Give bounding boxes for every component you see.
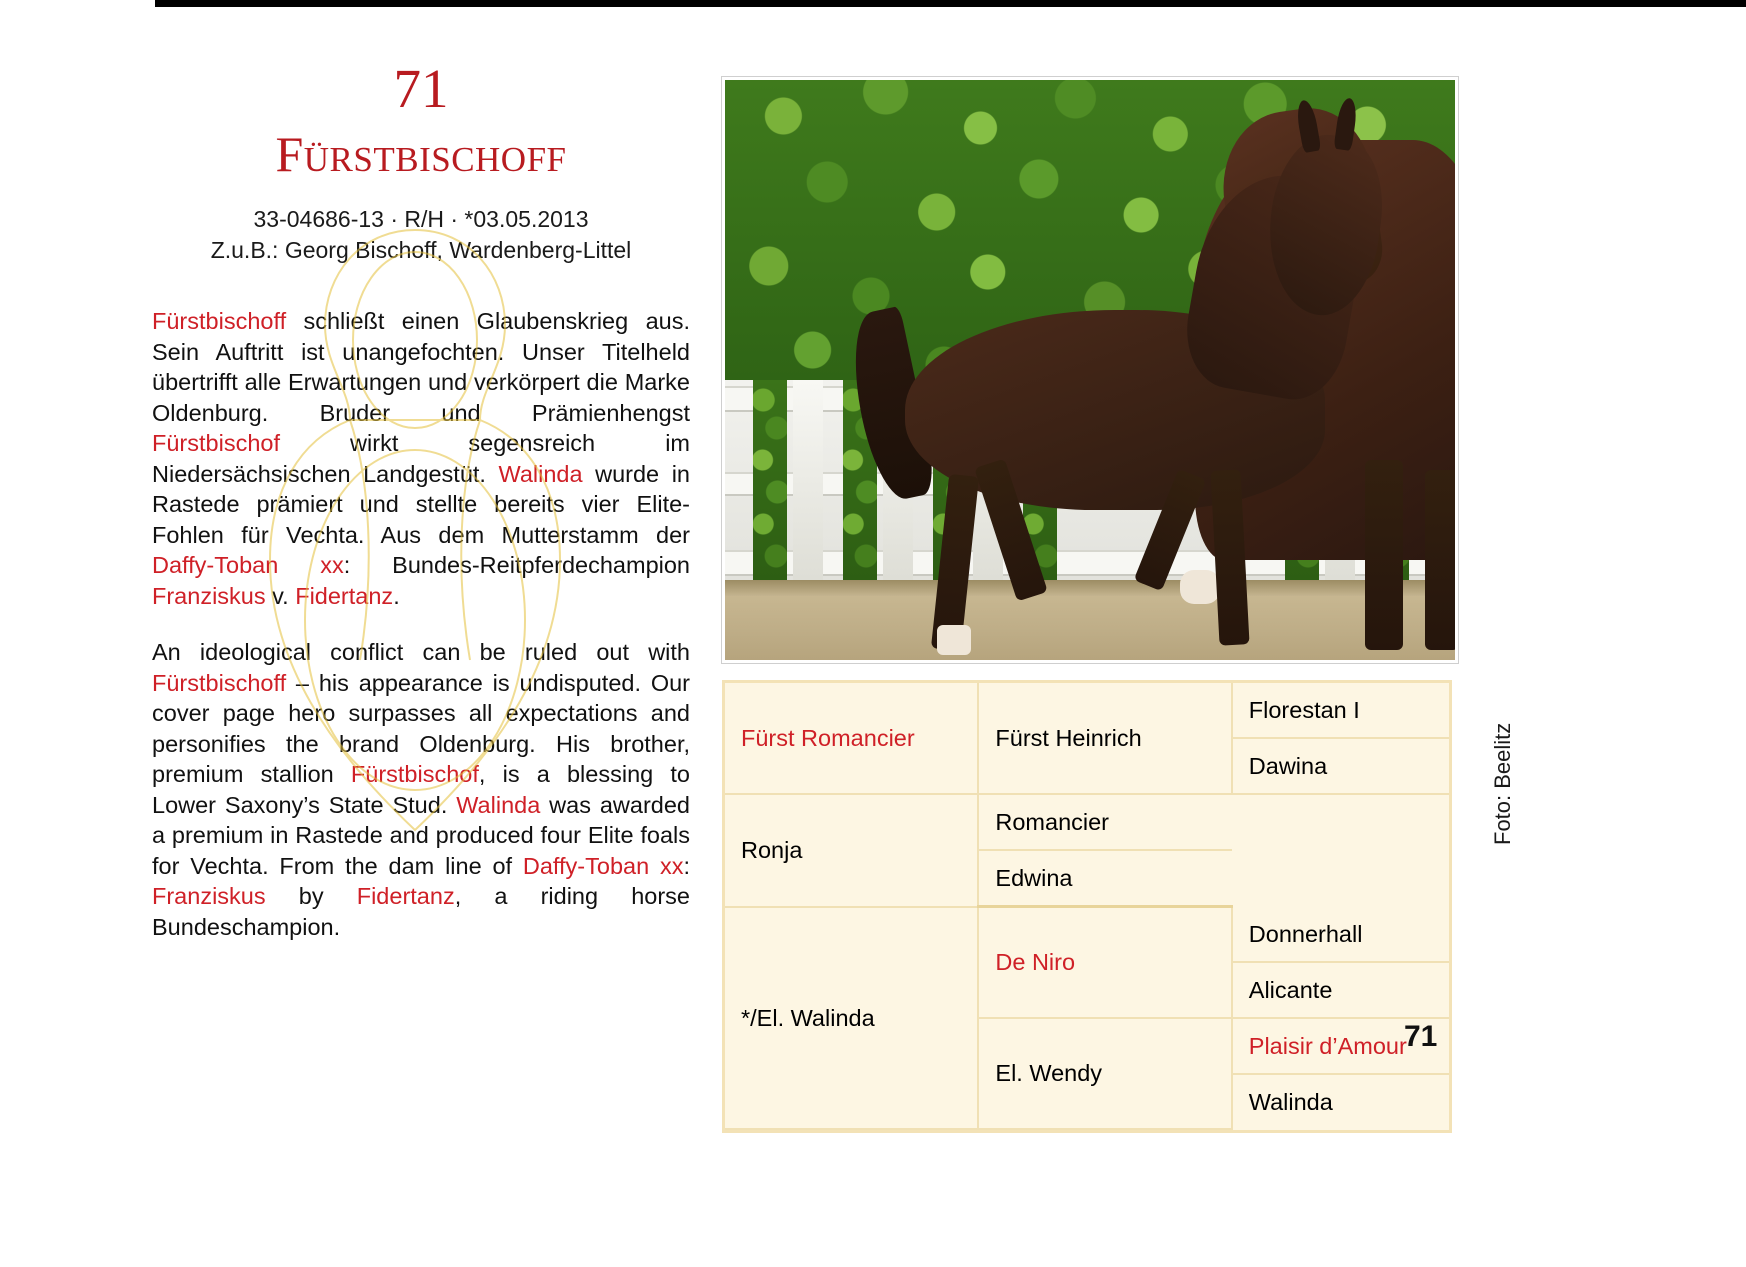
en-seg8: Daffy-Toban xx: [522, 852, 684, 879]
de-seg10: v.: [265, 582, 296, 609]
de-seg7: Daffy-Toban xx: [152, 552, 344, 578]
pedigree-dam-sire-sire: Donnerhall: [1232, 907, 1449, 962]
table-row: [725, 683, 1449, 738]
mare-leg: [1365, 460, 1403, 650]
pedigree-dam: */El. Walinda: [725, 907, 978, 1129]
pedigree-dam-dam-dam: Walinda: [1248, 1088, 1333, 1115]
de-seg8: : Bundes-Reitpferdechampion: [343, 552, 690, 578]
de-seg3: Fürstbischof: [152, 430, 280, 456]
identification-block: [152, 204, 690, 266]
breeder-line: Z.u.B.: Georg Bischoff, Wardenberg-Littel: [210, 237, 632, 263]
de-seg12: .: [393, 582, 400, 609]
page-number: 71: [1404, 1020, 1438, 1053]
en-seg3: – his appearance is undisputed. Our cover page hero surpasses all expectations and personifies the brand Oldenburg. His brother, premium stallion: [152, 669, 690, 787]
en-seg9: :: [683, 852, 690, 879]
en-seg2: Fürstbischoff: [152, 669, 287, 696]
en-seg5: , is a blessing to Lower Saxony’s State Stud.: [152, 761, 690, 818]
en-seg10: Franziskus: [152, 883, 266, 909]
pedigree-sire-sire: Fürst Heinrich: [978, 683, 1231, 794]
pedigree-sire-dam: Ronja: [725, 794, 978, 907]
mare-leg: [1425, 470, 1458, 650]
left-text-column: [152, 60, 690, 966]
pedigree-dam-dam: El. Wendy: [978, 1018, 1231, 1129]
de-seg6: wurde in Rastede prämiert und stellte bereits vier Elite-Fohlen für Vechta. Aus dem Mutterstamm der: [152, 460, 690, 548]
de-seg9: Franziskus: [152, 582, 266, 609]
pedigree-sire-dam-sire: Romancier: [978, 794, 1231, 850]
hedge-strip: [753, 380, 787, 580]
en-seg13: , a riding horse Bundeschampion.: [152, 883, 690, 940]
photo-scene: [725, 80, 1455, 660]
de-seg5: Walinda: [498, 460, 583, 487]
identification-line: 33-04686-13 · R/H · *03.05.2013: [253, 206, 589, 232]
foal-photograph: [722, 77, 1458, 663]
description-german: [152, 306, 690, 611]
de-seg11: Fidertanz: [295, 582, 394, 609]
de-seg2: schließt einen Glaubenskrieg aus. Sein Auftritt ist unangefochten. Unser Titelheld übertrifft alle Erwartungen und verkörpert die Marke Oldenburg. Bruder und Prämienhengst: [152, 308, 690, 426]
en-seg1: An ideological conflict can be ruled out with: [152, 639, 690, 665]
catalog-number: 71: [393, 58, 449, 119]
pedigree-sire-sire-sire: Florestan I: [1232, 683, 1449, 738]
foal-sock: [1180, 570, 1220, 604]
photo-credit: Foto: Beelitz: [1490, 722, 1515, 845]
en-seg11: by: [265, 883, 357, 909]
top-rule: [155, 0, 1746, 7]
horse-name-heading: Fürstbischoff: [275, 126, 567, 182]
table-row: [725, 907, 1449, 962]
de-seg4: wirkt segensreich im Niedersächsischen Landgestüt.: [152, 430, 690, 487]
de-seg1: Fürstbischoff: [152, 308, 287, 334]
en-seg7: was awarded a premium in Rastede and produced four Elite foals for Vechta. From the dam line of: [152, 791, 690, 879]
fence-post: [793, 380, 823, 580]
table-row: [725, 794, 1449, 850]
pedigree-dam-sire: De Niro: [978, 907, 1231, 1018]
en-seg6: Walinda: [456, 791, 541, 818]
description-english: [152, 637, 690, 942]
pedigree-sire: Fürst Romancier: [725, 683, 978, 794]
pedigree-dam-sire-dam: Alicante: [1232, 962, 1449, 1018]
pedigree-sire-sire-dam: Dawina: [1232, 738, 1449, 794]
pedigree-table: [722, 680, 1452, 1133]
sand-arena: [725, 580, 1455, 660]
pedigree-sire-dam-dam: Edwina: [978, 850, 1231, 907]
en-seg12: Fidertanz: [356, 883, 455, 909]
en-seg4: Fürstbischof: [350, 761, 479, 787]
foal-sock: [937, 625, 971, 655]
pedigree-dam-dam-sire: Plaisir d’Amour: [1232, 1018, 1449, 1074]
